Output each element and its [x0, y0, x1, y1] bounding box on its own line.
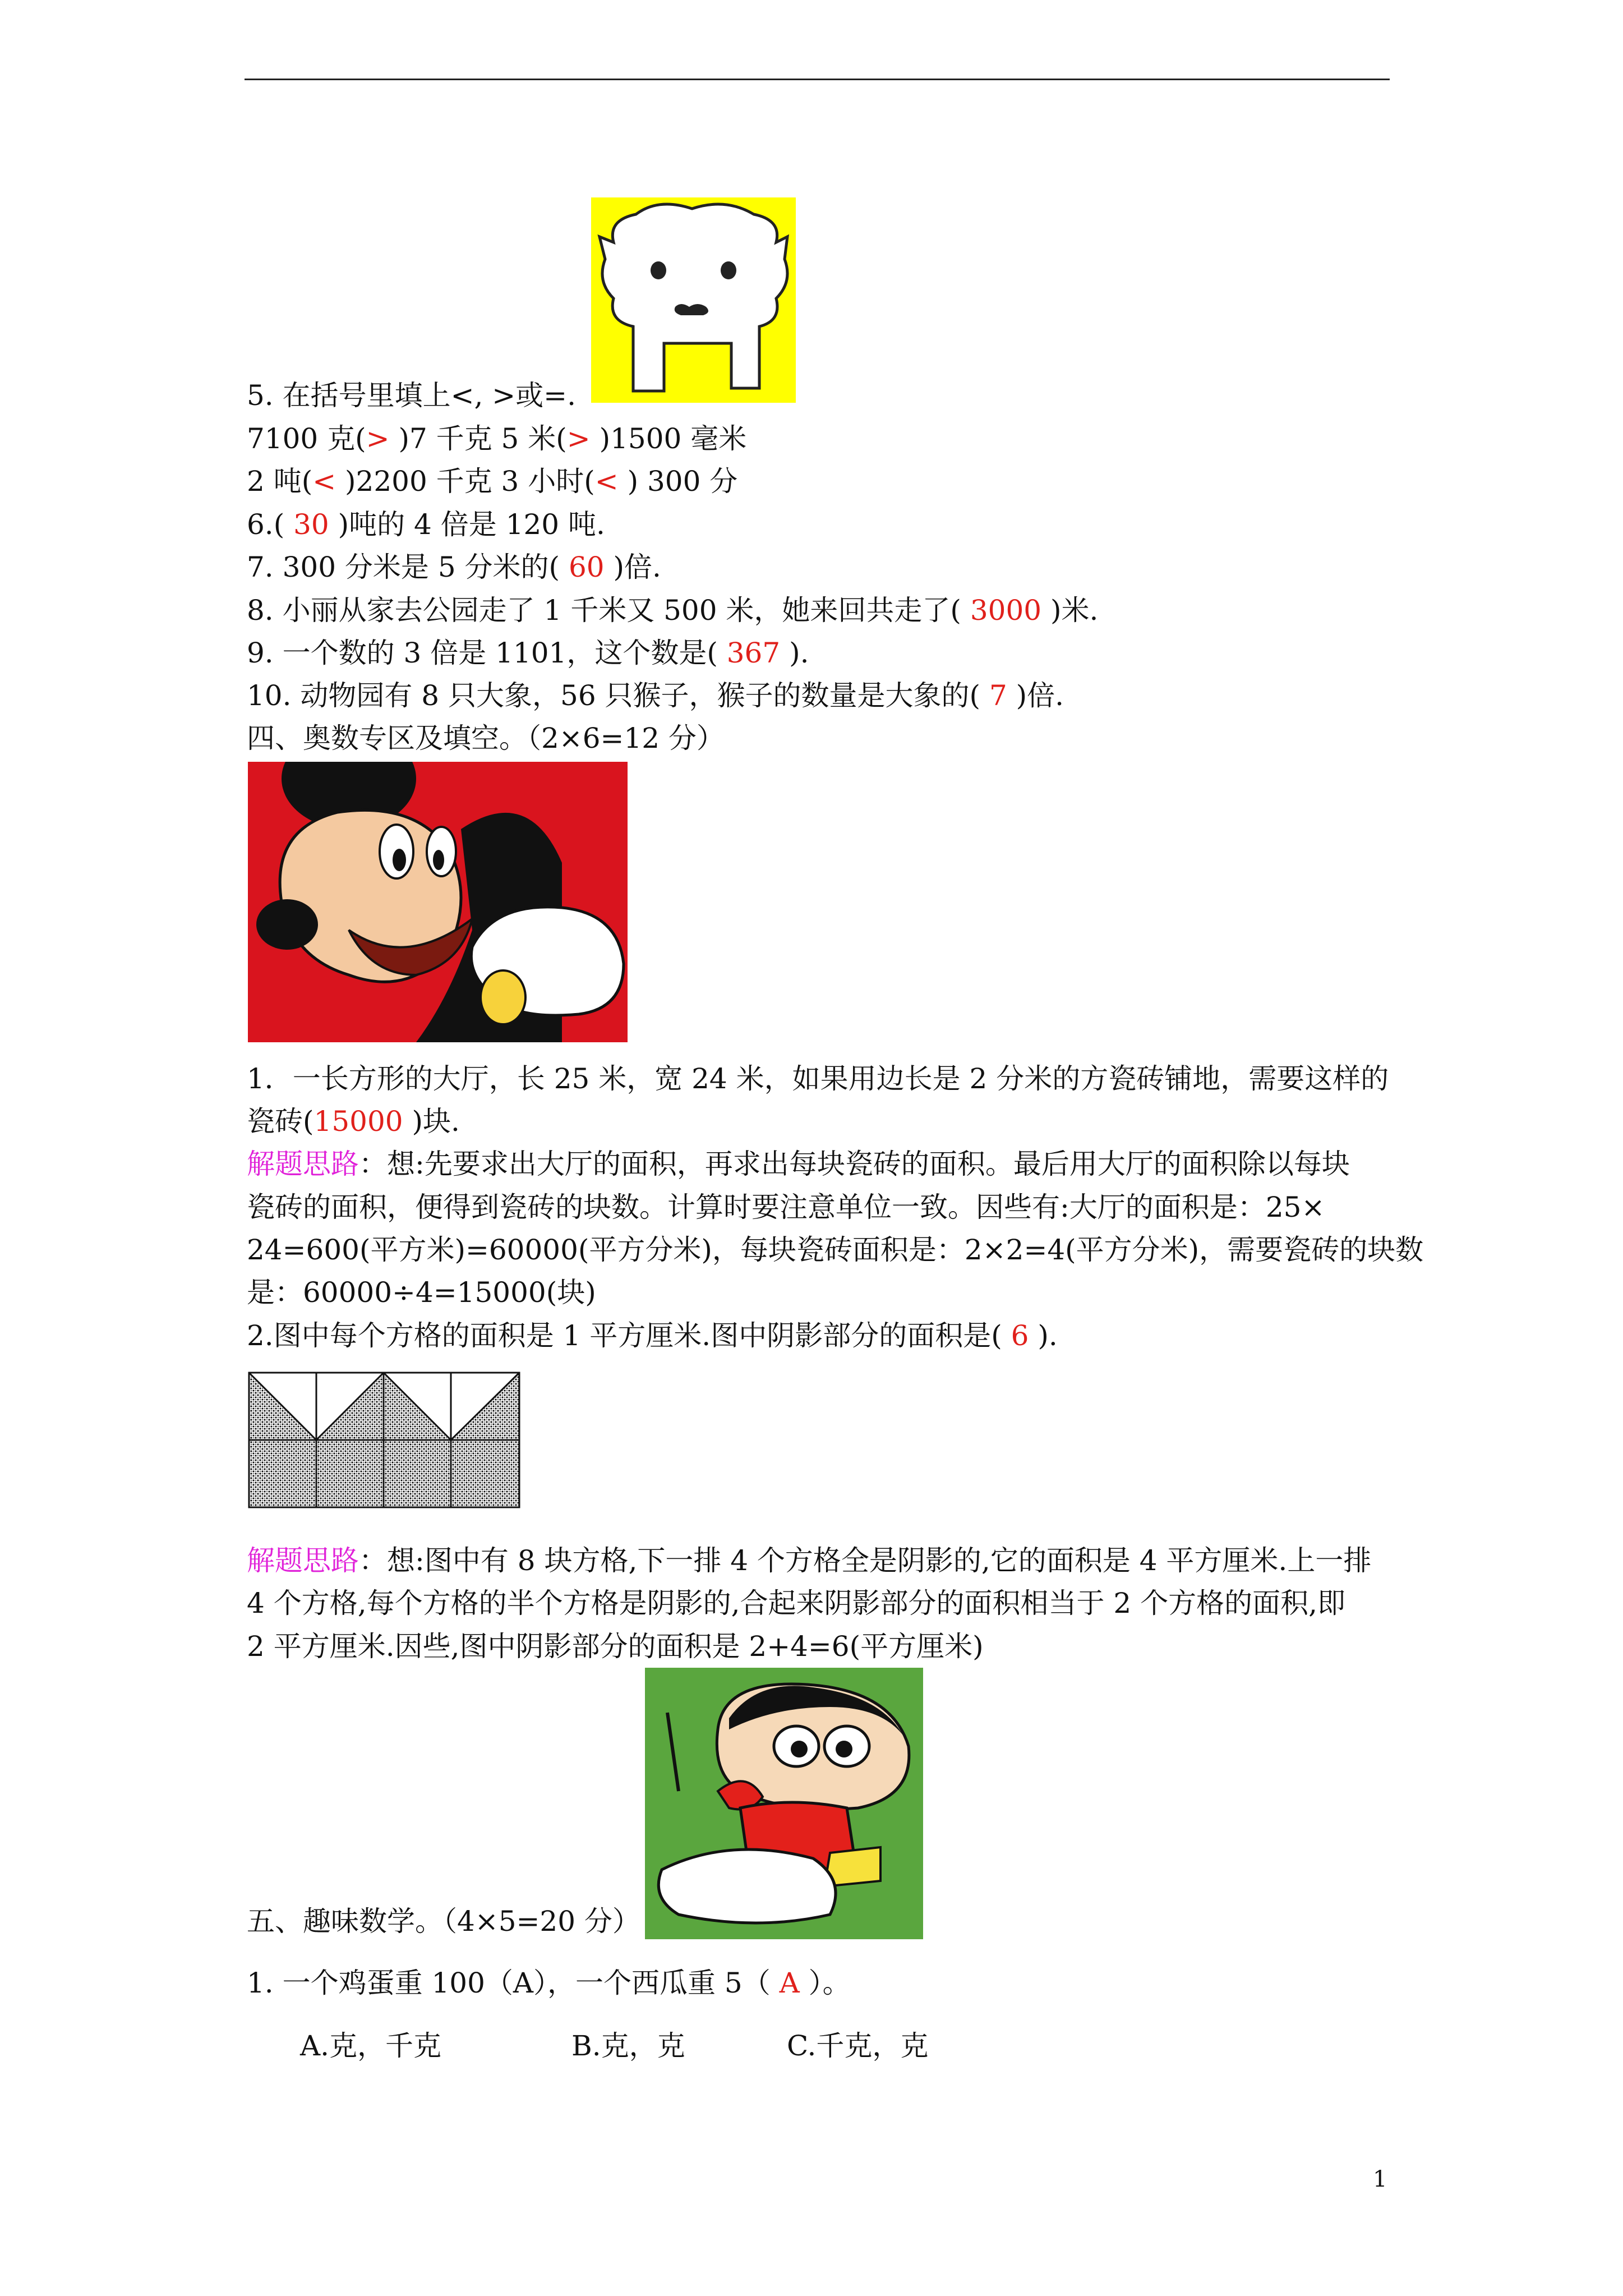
- s4q2-hint-line3: 2 平方厘米.因些,图中阴影部分的面积是 2+4=6(平方厘米): [247, 1630, 984, 1663]
- s4q2-hint-line2: 4 个方格,每个方格的半个方格是阴影的,合起来阴影部分的面积相当于 2 个方格的面积,即: [247, 1587, 1345, 1619]
- q5-row1-b: )7 千克 5 米(: [389, 422, 567, 455]
- q5-row1-b-answer: >: [566, 422, 591, 455]
- s4q1-line1: 1．一长方形的大厅，长 25 米，宽 24 米，如果用边长是 2 分米的方瓷砖铺地，需要这样的: [247, 1062, 1389, 1095]
- s4q1-hint-line3: 24=600(平方米)=60000(平方分米)，每块瓷砖面积是：2×2=4(平方分米)，需要瓷砖的块数: [247, 1234, 1424, 1266]
- s4q2-question: [247, 1319, 1058, 1352]
- s4q1-line2-pre: 瓷砖(: [247, 1105, 314, 1138]
- q8-answer: 3000: [970, 594, 1042, 627]
- q5-row2-c: ) 300 分: [618, 465, 738, 498]
- s4q2-hint-label: 解题思路: [247, 1544, 359, 1577]
- s5q1: [247, 1969, 851, 1997]
- q5-row1: [247, 422, 747, 455]
- q9-post: ).: [780, 637, 809, 669]
- s5q1-options: [300, 2032, 928, 2060]
- q5-row2: [247, 465, 738, 498]
- s4q2-hint-line1: [247, 1544, 1372, 1577]
- q5-row2-b-answer: <: [594, 465, 619, 498]
- q5-row2-a-answer: <: [312, 465, 336, 498]
- sheep-cartoon-image: [591, 197, 796, 403]
- q7-pre: 7. 300 分米是 5 分米的(: [247, 551, 569, 583]
- s4q2-post: ).: [1029, 1319, 1058, 1352]
- q8-pre: 8. 小丽从家去公园走了 1 千米又 500 米，她来回共走了(: [247, 594, 970, 627]
- s4q2-pre: 2.图中每个方格的面积是 1 平方厘米.图中阴影部分的面积是(: [247, 1319, 1011, 1352]
- option-a: A.克，千克: [300, 2030, 442, 2062]
- q7-answer: 60: [568, 551, 605, 583]
- q9-answer: 367: [726, 637, 781, 669]
- s4q1-line2: [247, 1105, 460, 1138]
- s4q1-hint-text1: ：想:先要求出大厅的面积，再求出每块瓷砖的面积。最后用大厅的面积除以每块: [359, 1148, 1350, 1180]
- shinchan-cartoon-image: [645, 1668, 923, 1939]
- q5-row1-a-answer: >: [366, 422, 390, 455]
- q6-pre: 6.(: [247, 508, 294, 541]
- s4q1-hint-label: 解题思路: [247, 1148, 359, 1180]
- section5-title: 五、趣味数学。（4×5=20 分）: [247, 1905, 640, 1938]
- mickey-cartoon-image: [248, 762, 628, 1042]
- q8-post: )米.: [1041, 594, 1099, 627]
- shaded-grid-figure: [248, 1372, 520, 1508]
- header-rule: [245, 79, 1390, 80]
- s4q1-answer: 15000: [313, 1105, 403, 1138]
- q5-row1-a: 7100 克(: [247, 422, 366, 455]
- s5q1-answer: A: [779, 1967, 800, 1999]
- s5q1-post: ）。: [799, 1967, 851, 1999]
- s4q1-hint-line4: 是：60000÷4=15000(块): [247, 1276, 596, 1309]
- q6-answer: 30: [293, 508, 329, 541]
- s4q1-hint-line1: [247, 1150, 1350, 1178]
- s4q1-hint-line2: 瓷砖的面积，便得到瓷砖的块数。计算时要注意单位一致。因些有:大厅的面积是：25×: [247, 1191, 1325, 1223]
- q6: [247, 510, 605, 539]
- q5-row2-a: 2 吨(: [247, 465, 313, 498]
- q6-post: )吨的 4 倍是 120 吨.: [329, 508, 605, 541]
- q9-pre: 9. 一个数的 3 倍是 1101，这个数是(: [247, 637, 727, 669]
- option-b: B.克，克: [571, 2030, 685, 2062]
- q9: [247, 639, 809, 667]
- q10-answer: 7: [989, 679, 1007, 712]
- q5-row2-b: )2200 千克 3 小时(: [336, 465, 595, 498]
- q10-pre: 10. 动物园有 8 只大象，56 只猴子，猴子的数量是大象的(: [247, 679, 989, 712]
- s5q1-pre: 1. 一个鸡蛋重 100（A），一个西瓜重 5（: [247, 1967, 780, 1999]
- q10-post: )倍.: [1007, 679, 1064, 712]
- section4-title: 四、奥数专区及填空。（2×6=12 分）: [247, 722, 725, 754]
- q8: [247, 594, 1099, 627]
- page-number: 1: [1373, 2166, 1387, 2192]
- s4q2-hint-text1: ：想:图中有 8 块方格,下一排 4 个方格全是阴影的,它的面积是 4 平方厘米.上一排: [359, 1544, 1372, 1577]
- s4q2-answer: 6: [1011, 1319, 1029, 1352]
- option-c: C.千克，克: [787, 2030, 929, 2062]
- q7-post: )倍.: [604, 551, 661, 583]
- q7: [247, 553, 661, 581]
- q5-label: 5. 在括号里填上<, >或=.: [247, 379, 576, 412]
- s4q1-line2-post: )块.: [403, 1105, 460, 1138]
- q10: [247, 679, 1064, 712]
- q5-row1-c: )1500 毫米: [590, 422, 747, 455]
